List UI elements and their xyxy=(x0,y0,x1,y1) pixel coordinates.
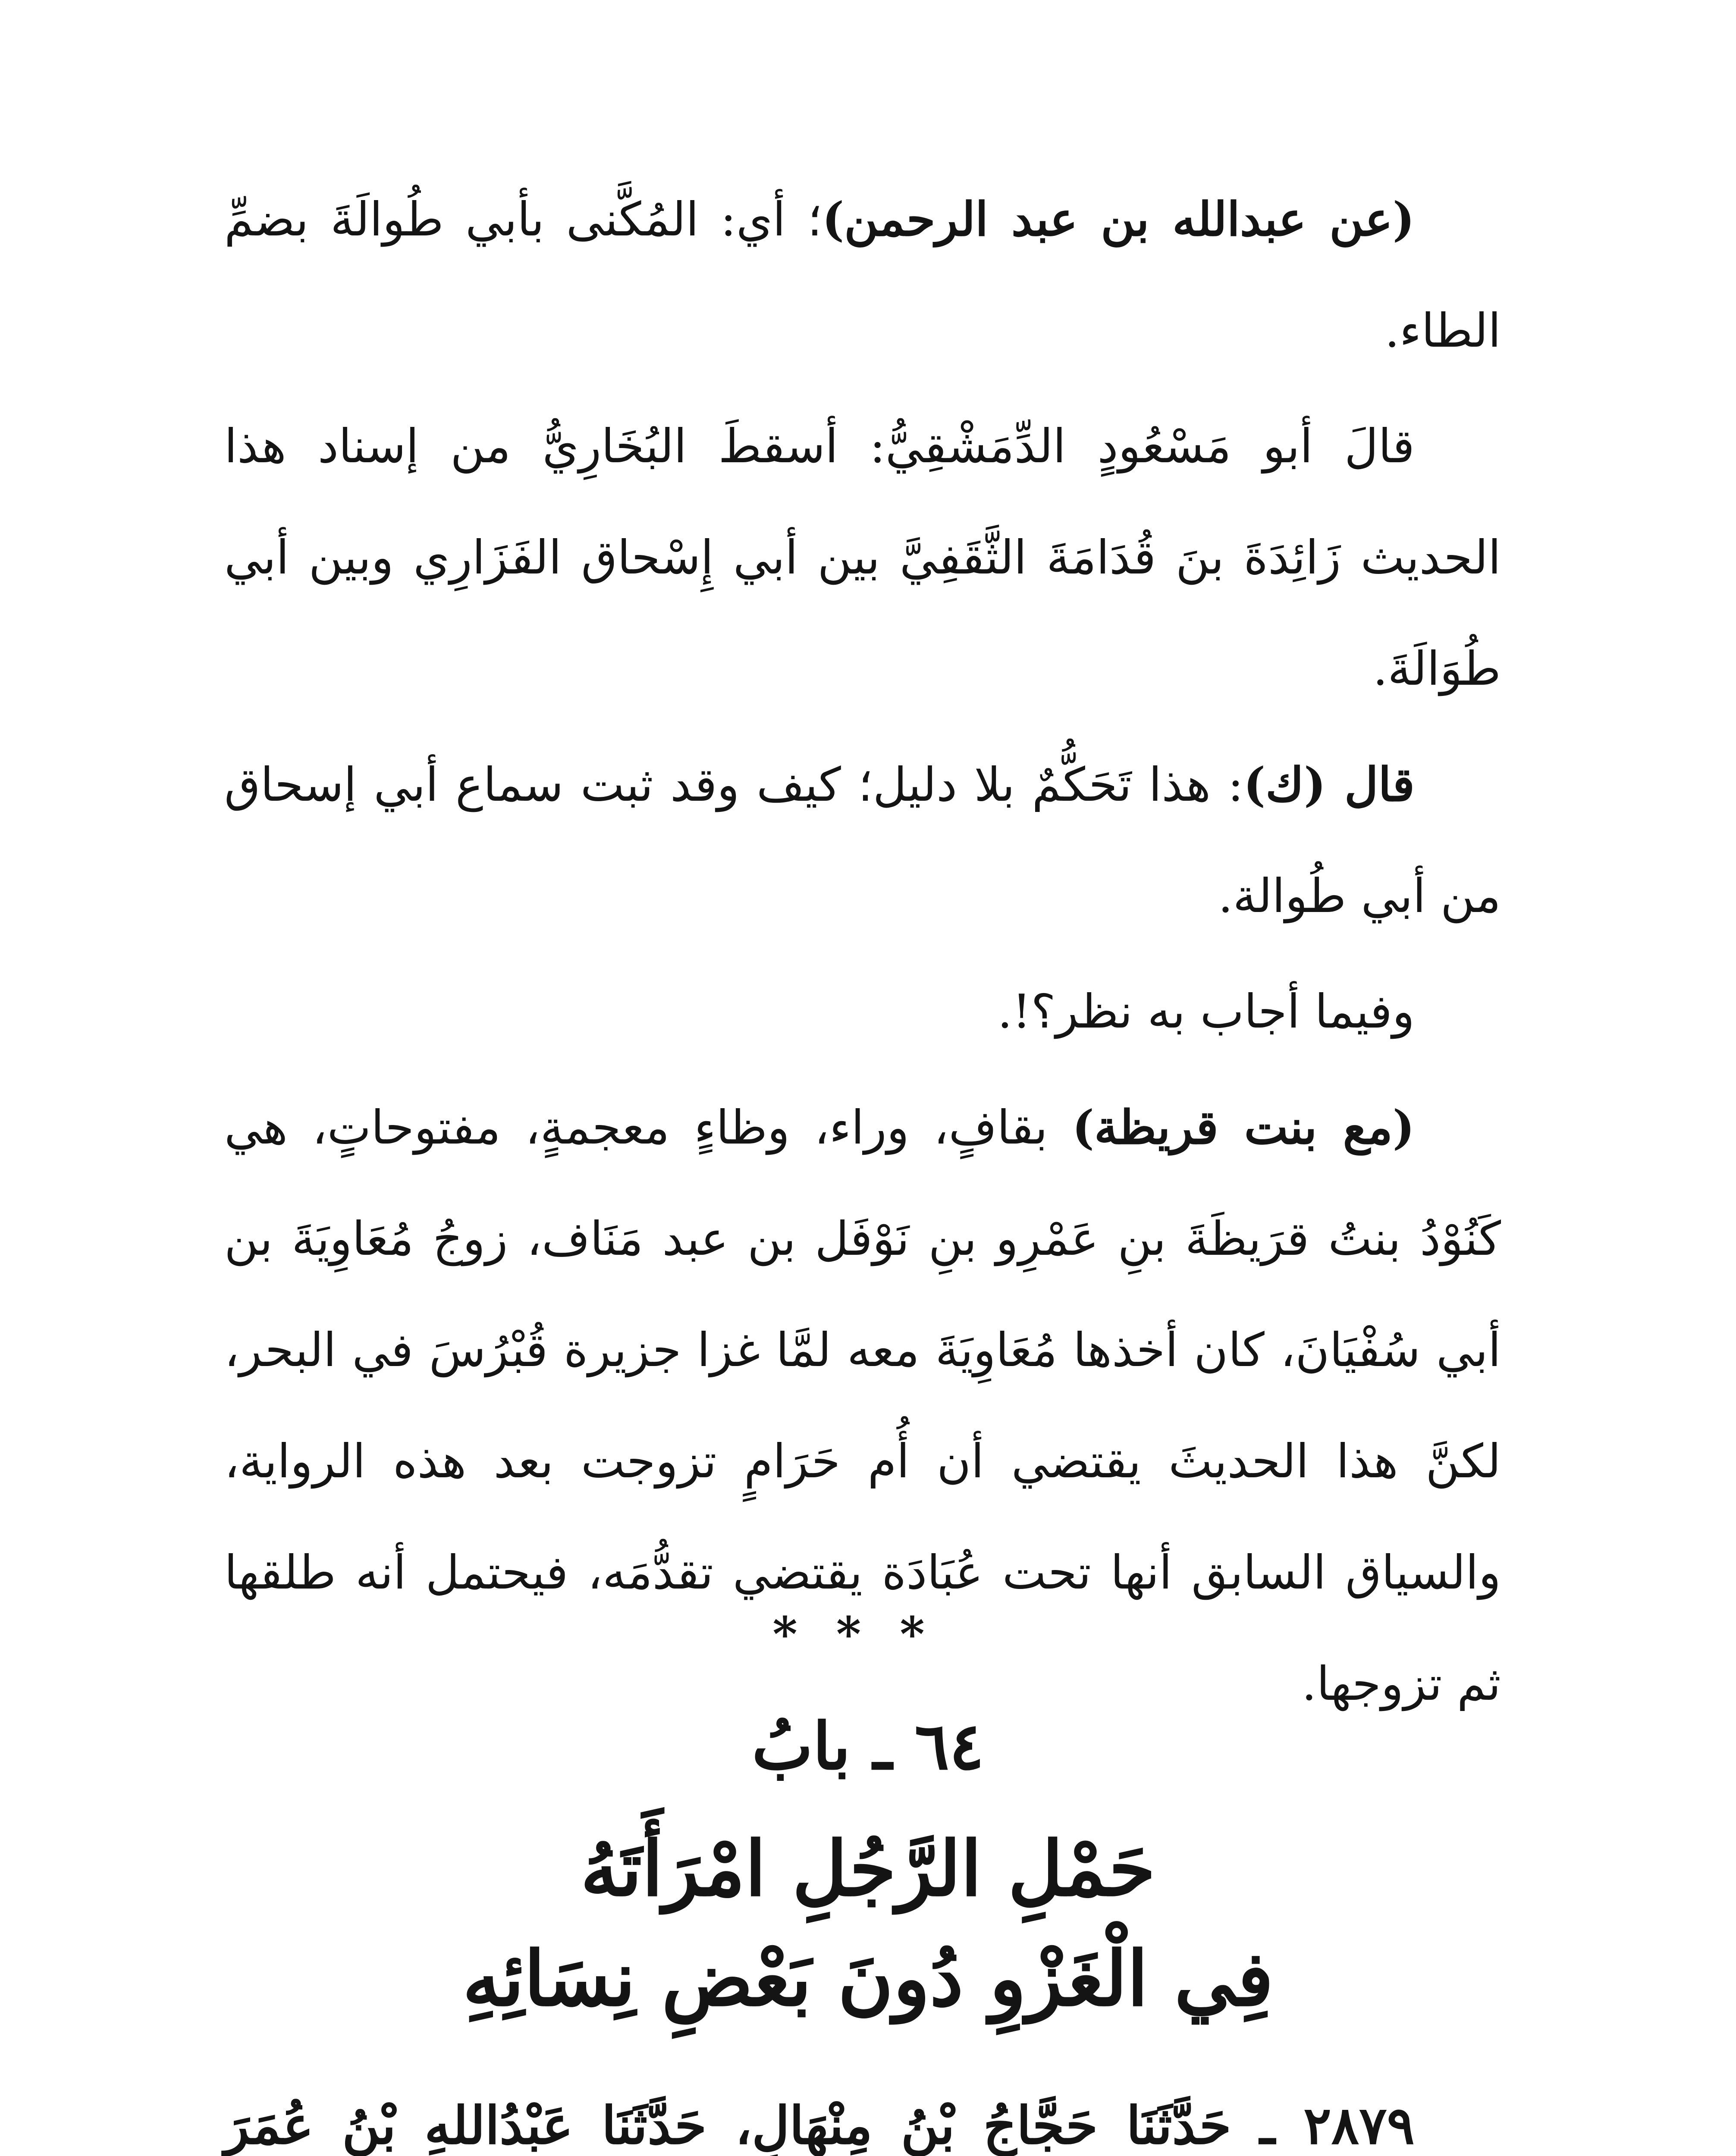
paragraph-text: : هذا تَحَكُّمٌ بلا دليل؛ كيف وقد ثبت سماع أبي إسحاق من أبي طُوالة. xyxy=(224,758,1501,923)
hadith-paragraph: ٢٨٧٩ ـ حَدَّثَنَا حَجَّاجُ بْنُ مِنْهَالٍ، حَدَّثَنَا عَبْدُاللهِ بْنُ عُمَرَ xyxy=(224,2095,1415,2156)
commentary-text xyxy=(224,164,1501,1740)
paragraph-1 xyxy=(224,164,1501,387)
paragraph-text: بقافٍ، وراء، وظاءٍ معجمةٍ، مفتوحاتٍ، هي كَنُوْدُ بنتُ قرَيظَةَ بنِ عَمْرِو بنِ نَوْفَل بن عبد مَنَاف، زوجُ مُعَاوِيَةَ بن أبي سُفْيَانَ، كان أخذها مُعَاوِيَةَ معه لمَّا غزا جزيرة قُبْرُسَ في البحر، لكنَّ هذا الحديثَ يقتضي أن أُم حَرَامٍ تزوجت بعد هذه الرواية، والسياق السابق أنها تحت عُبَادَة يقتضي تقدُّمَه، فيحتمل أنه طلقها ثم تزوجها. xyxy=(224,1101,1501,1711)
chapter-title-line-2: فِي الْغَزْوِ دُونَ بَعْضِ نِسَائِهِ xyxy=(462,1935,1274,2023)
quoted-phrase: (مع بنت قريظة) xyxy=(1072,1100,1415,1155)
paragraph-text: ؛ أي: المُكَّنى بأبي طُوالَةَ بضمِّ الطاء. xyxy=(224,193,1501,358)
quoted-phrase: قال (ك) xyxy=(1243,758,1415,812)
chapter-title-line-1: حَمْلِ الرَّجُلِ امْرَأَتَهُ xyxy=(580,1825,1155,1913)
paragraph-4: وفيما أجاب به نظر؟!. xyxy=(997,985,1415,1039)
quoted-phrase: (عن عبدالله بن عبد الرحمن) xyxy=(822,192,1415,247)
paragraph-3 xyxy=(224,729,1501,952)
hadith-text xyxy=(224,2065,1501,2156)
paragraph-2: قالَ أبو مَسْعُودٍ الدِّمَشْقِيُّ: أسقطَ البُخَارِيُّ من إسناد هذا الحديث زَائِدَةَ بنَ قُدَامَةَ الثَّقَفِيَّ بين أبي إِسْحاق الفَزَارِي وبين أبي طُوَالَةَ. xyxy=(224,420,1501,696)
chapter-number: ٦٤ ـ بابُ xyxy=(752,1708,984,1784)
section-separator: *** xyxy=(772,1606,964,1662)
